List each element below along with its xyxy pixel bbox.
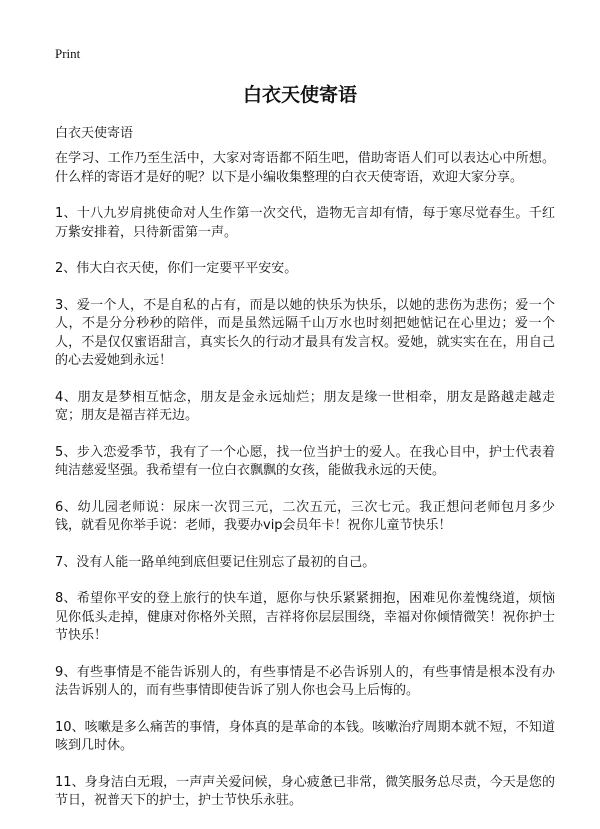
message-paragraph: 1、十八九岁肩挑使命对人生作第一次交代，造物无言却有情，每于寒尽觉春生。千红万紫安排着，只待新雷第一声。 [55,206,555,240]
message-paragraph: 5、步入恋爱季节，我有了一个心愿，找一位当护士的爱人。在我心目中，护士代表着纯洁慈爱坚强。我希望有一位白衣飘飘的女孩，能做我永远的天使。 [55,444,555,478]
message-paragraph: 4、朋友是梦相互惦念，朋友是金永远灿烂；朋友是缘一世相牵，朋友是路越走越走宽；朋友是福吉祥无边。 [55,389,555,423]
message-paragraph: 2、伟大白衣天使，你们一定要平平安安。 [55,261,298,276]
message-paragraph: 8、希望你平安的登上旅行的快车道，愿你与快乐紧紧拥抱，困难见你羞愧绕道，烦恼见你低头走掉，健康对你格外关照，吉祥将你层层围绕，幸福对你倾情微笑！祝你护士节快乐！ [55,591,555,643]
message-paragraph: 9、有些事情是不能告诉别人的，有些事情是不必告诉别人的，有些事情是根本没有办法告诉别人的，而有些事情即使告诉了别人你也会马上后悔的。 [55,664,555,698]
message-paragraph: 3、爱一个人，不是自私的占有，而是以她的快乐为快乐，以她的悲伤为悲伤；爱一个人，不是分分秒秒的陪伴，而是虽然远隔千山万水也时刻把她惦记在心里边；爱一个人，不是仅仅蜜语甜言，真实长久的行动才最具有发言权。爱她，就实实在在，用自己的心去爱她到永远！ [55,297,555,368]
message-paragraph: 11、身身洁白无瑕，一声声关爱问候，身心疲惫已非常，微笑服务总尽责，今天是您的节日，祝普天下的护士，护士节快乐永驻。 [55,774,555,808]
message-paragraph: 7、没有人能一路单纯到底但要记住别忘了最初的自己。 [55,554,376,570]
article-body [55,150,555,829]
message-paragraph: 10、咳嗽是多么痛苦的事情，身体真的是革命的本钱。咳嗽治疗周期本就不短，不知道咳到几时休。 [55,719,555,753]
article-subtitle: 白衣天使寄语 [55,126,134,141]
intro-paragraph: 在学习、工作乃至生活中，大家对寄语都不陌生吧，借助寄语人们可以表达心中所想。什么样的寄语才是好的呢？以下是小编收集整理的白衣天使寄语，欢迎大家分享。 [55,151,555,185]
print-link[interactable]: Print [55,46,81,61]
page-title: 白衣天使寄语 [242,84,357,106]
message-paragraph: 6、幼儿园老师说：尿床一次罚三元，二次五元，三次七元。我正想问老师包月多少钱，就看见你举手说：老师，我要办vip会员年卡！祝你儿童节快乐！ [55,499,555,533]
